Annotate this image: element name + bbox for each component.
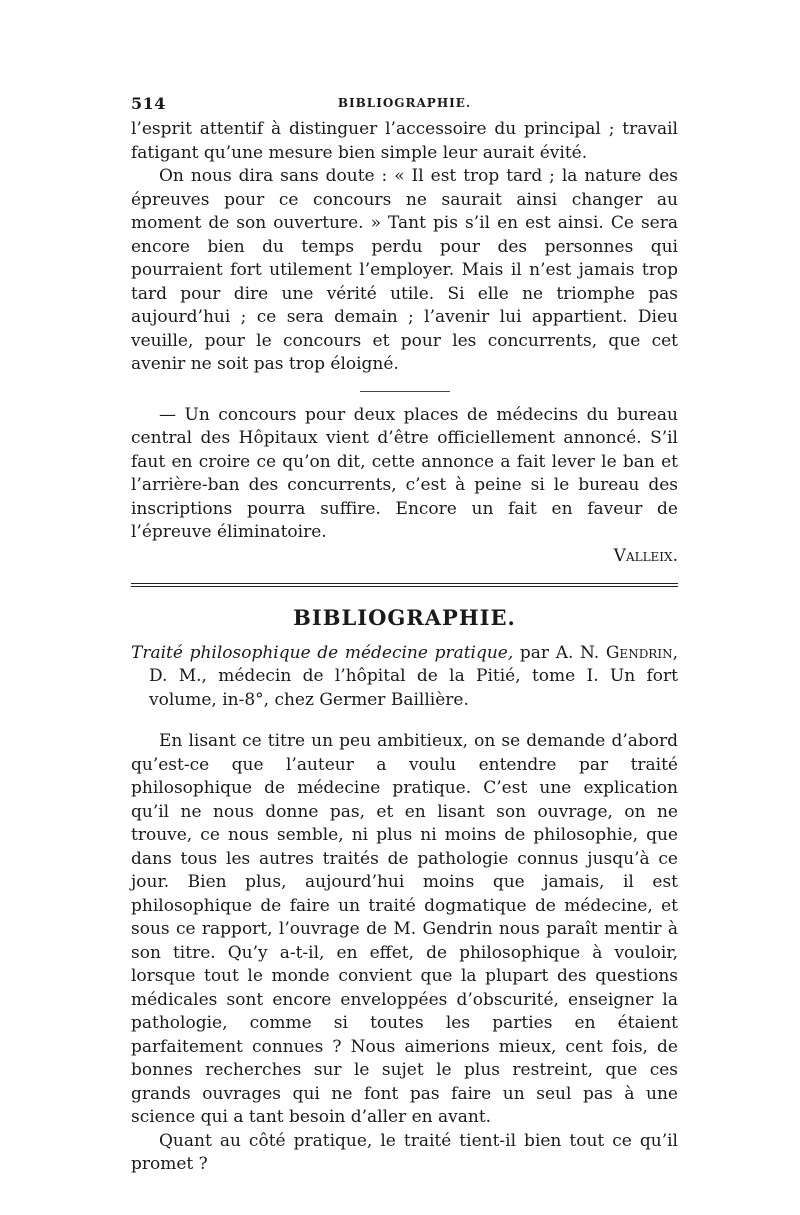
book-details: D. M., médecin de l’hôpital de la Pitié, tome I. Un fort volume, in-8°, chez Germer Baillière. [149,666,678,710]
entry-by: par [513,642,556,663]
review-paragraph: En lisant ce titre un peu ambitieux, on se demande d’abord qu’est-ce que l’auteur a voulu entendre par traité philosophique de médecine pratique. C’est une explication qu’il ne nous donne pas, et en lisant son ouvrage, on ne trouve, ce nous semble, ni plus ni moins de philosophie, que dans tous les autres traités de pathologie connus jusqu’à ce jour. Bien plus, aujourd’hui moins que jamais, il est philosophique de faire un traité dogmatique de médecine, et sous ce rapport, l’ouvrage de M. Gendrin nous paraît mentir à son titre. Qu’y a-t-il, en effet, de philosophique à vouloir, lorsque tout le monde convient que la plupart des questions médicales sont encore enveloppées d’obscurité, enseigner la pathologie, comme si toutes les parties en étaient parfaitement connues ? Nous aimerions mieux, cent fois, de bonnes recherches sur le sujet le plus restreint, que ces grands ouvrages qui ne font pas faire un seul pas à une science qui a tant besoin d’aller en avant. [131,731,678,1127]
paragraph-too-late: On nous dira sans doute : « Il est trop tard ; la nature des épreuves pour ce concours ne saurait ainsi changer au moment de son ouverture. » Tant pis s’il en est ainsi. Ce sera encore bien du temps perdu pour des personnes qui pourraient fort utilement l’employer. Mais il n’est jamais trop tard pour dire une vérité utile. Si elle ne triomphe pas aujourd’hui ; ce sera demain ; l’avenir lui appartient. Dieu veuille, pour le concours et pour les concurrents, que cet avenir ne soit pas trop éloigné. [131,166,678,374]
short-divider [360,391,450,392]
paragraph-concours-announcement: — Un concours pour deux places de médecins du bureau central des Hôpitaux vient d’être officiellement annoncé. S’il faut en croire ce qu’on dit, cette annonce a fait lever le ban et l’arrière-ban des concurrents, c’est à peine si le bureau des inscriptions pourra suffire. Encore un fait en faveur de l’épreuve éliminatoire. [131,404,678,542]
author-signature: Valleix. [613,545,678,566]
page-number: 514 [131,94,166,113]
running-head [131,94,678,118]
review-paragraph-closing: Quant au côté pratique, le traité tient-il bien tout ce qu’il promet ? [131,1130,678,1174]
section-title: BIBLIOGRAPHIE. [293,604,516,630]
paragraph-continuation: l’esprit attentif à distinguer l’accessoire du principal ; travail fatigant qu’une mesure bien simple leur aurait évité. [131,119,678,163]
running-head-title: BIBLIOGRAPHIE. [337,96,472,110]
double-divider [131,583,678,587]
book-author: A. N. Gendrin, [555,642,678,663]
bibliography-entry [131,642,678,713]
book-page [131,94,678,1177]
book-title: Traité philosophique de médecine pratique, [131,642,514,663]
